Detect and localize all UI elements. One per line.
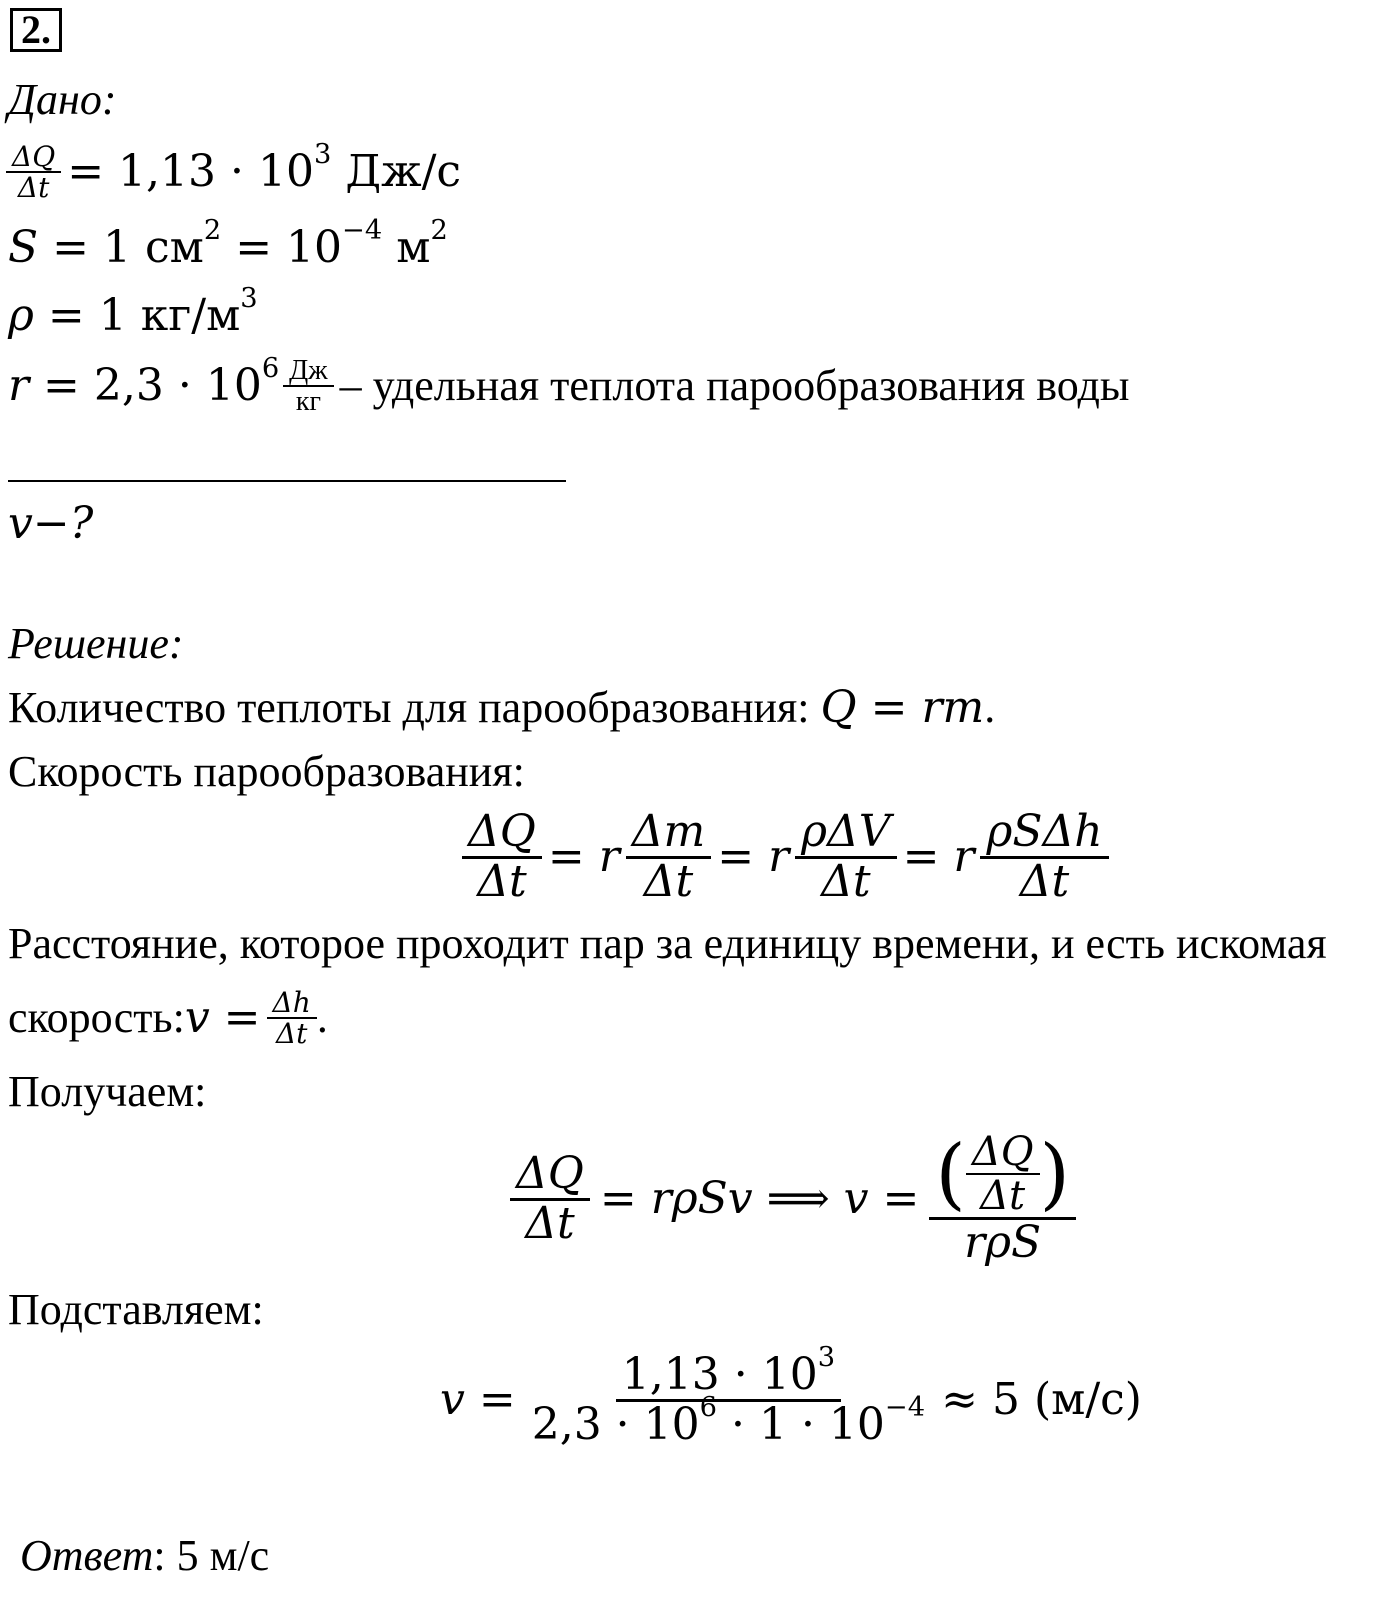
solution-line-1: Количество теплоты для парообразования: Q = rm. (8, 682, 996, 733)
solution-line-3: Расстояние, которое проходит пар за единицу времени, и есть искомая (8, 919, 1327, 968)
fraction-numerator: Дж (283, 356, 333, 387)
solution-line-5: Получаем: (8, 1067, 207, 1116)
given-heat-line: $r = 2,3 \cdot 10^6$ $\frac{Дж}{кг}$ – удельная теплота парообразования воды (8, 352, 1130, 417)
given-density-line: ρ = 1 $кг/м^3$ (8, 282, 258, 341)
heat-symbol: r (8, 360, 30, 411)
velocity-formula: v = (184, 992, 261, 1043)
given-label: Дано (8, 75, 102, 124)
solution-label: Решение (8, 619, 169, 668)
equation-fraction: $\frac{1,13 \cdot 10^3}{2,3 \cdot 10^6 \cdot 1 \cdot 10^{-4}}$ (531, 1342, 926, 1450)
solution-line-2: Скорость парообразования: (8, 747, 525, 796)
velocity-equation: $\frac{\Delta Q}{\Delta t}$ = rρSv ⟹ v = ( $\frac{\Delta Q}{\Delta t}$ ) rρS (510, 1124, 1076, 1274)
equation-fraction: $\frac{\Delta m}{\Delta t}$ (626, 809, 712, 904)
power-value: = $1,13 \cdot 10^3$ Дж/с (67, 138, 462, 197)
solution-line-6: Подставляем: (8, 1285, 264, 1334)
solution-heading: Решение: (8, 619, 184, 668)
heat-unit-fraction (283, 356, 333, 417)
fraction-denominator: кг (295, 386, 321, 417)
equation-fraction: $\frac{\text{ρSΔh}}{\Delta t}$ (980, 809, 1108, 904)
result-value: ≈ 5 (м/с) (941, 1374, 1142, 1425)
equation-fraction: $\frac{\Delta Q}{\Delta t}$ (462, 809, 542, 904)
dq-dt-fraction (6, 139, 61, 204)
heat-description: – удельная теплота парообразования воды (339, 361, 1130, 410)
given-area-line: S = 1 $см^2 = 10^{-4}$ $м^2$ (8, 214, 448, 273)
density-symbol: ρ (8, 290, 34, 341)
area-symbol: S (8, 222, 39, 273)
equation-fraction: $\frac{\Delta Q}{\Delta t}$ (510, 1151, 590, 1246)
fraction-denominator: Δt (17, 171, 50, 204)
unknown-line: v−? (8, 498, 94, 549)
rate-equation: $\frac{\Delta Q}{\Delta t}$ = r $\frac{\Delta m}{\Delta t}$ = r $\frac{\text{ρΔV}}{\Delta t}$ = r $\frac{\text{ρSΔh}}{\Delta t}$ (462, 802, 1109, 912)
equation-fraction: $\frac{\text{ρΔV}}{\Delta t}$ (795, 809, 896, 904)
velocity-fraction: $\frac{\Delta h}{\Delta t}$ (267, 988, 317, 1049)
fraction-numerator: ΔQ (6, 142, 61, 173)
equation-fraction: ( $\frac{\Delta Q}{\Delta t}$ ) rρS (929, 1131, 1076, 1266)
answer-value: 5 м/с (176, 1531, 270, 1580)
given-divider (8, 480, 566, 482)
answer-label: Ответ (20, 1531, 154, 1580)
substitution-equation: v = $\frac{1,13 \cdot 10^3}{2,3 \cdot 10^6 \cdot 1 \cdot 10^{-4}}$ ≈ 5 (м/с) (440, 1342, 1142, 1450)
solution-line-4: скорость: v = $\frac{\Delta h}{\Delta t}$ . (8, 985, 328, 1050)
given-heading: Дано: (8, 75, 117, 124)
heat-formula: Q = rm (820, 682, 985, 733)
given-power-line (6, 132, 461, 212)
answer-line: Ответ: 5 м/с (20, 1531, 270, 1580)
problem-number: 2. (10, 8, 62, 52)
